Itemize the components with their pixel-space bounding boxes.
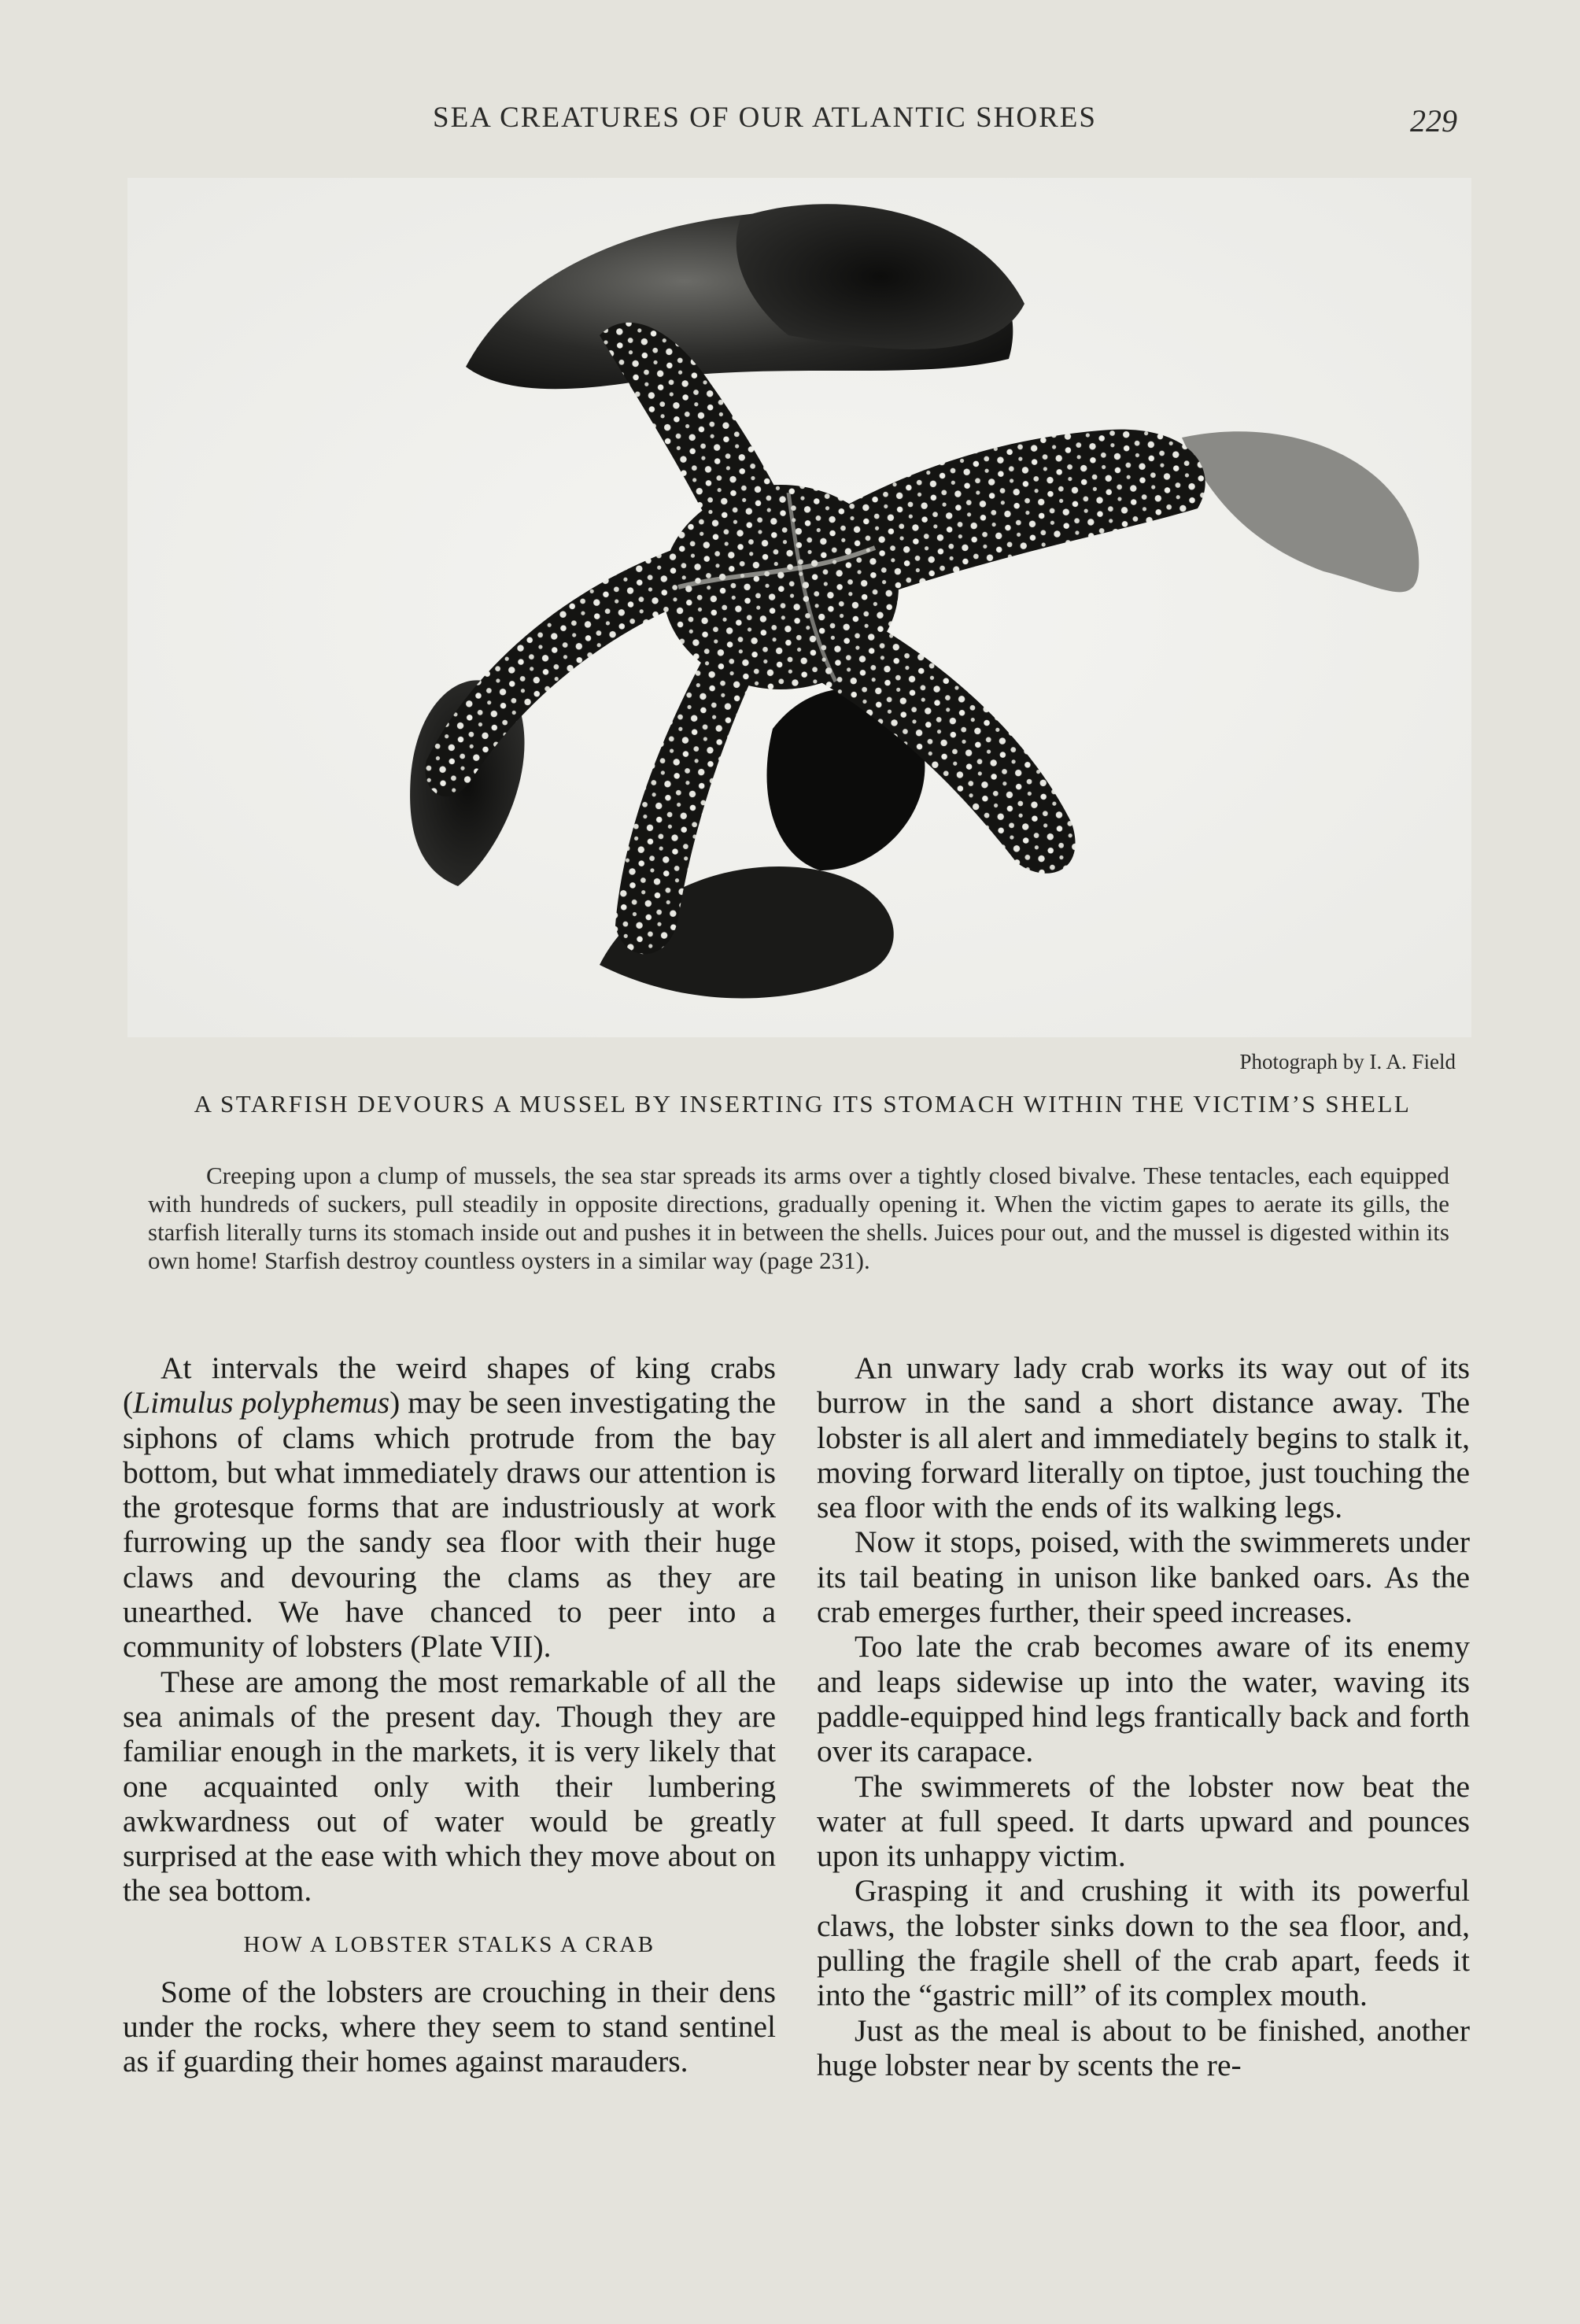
paragraph-text: ) may be seen investigating the siphons of clams which protrude from the bay bottom, but what immediately draws our attention is the grotesque forms that are industriously at work furrowing up the sandy sea floor with their huge claws and devouring the clams as they are unearthed. We have chanced to peer into a community of lobsters (Plate VII). [123, 1385, 776, 1664]
paragraph: Too late the crab becomes aware of its enemy and leaps sidewise up into the water, waving its paddle-equipped hind legs frantically back and forth over its carapace. [817, 1629, 1470, 1769]
starfish-mussel-illustration [127, 178, 1471, 1037]
starfish-photo [127, 178, 1471, 1037]
paragraph: An unwary lady crab works its way out of its burrow in the sand a short distance away. The lobster is all alert and immediately begins to stalk it, moving forward literally on tiptoe, just touching the sea floor with the ends of its walking legs. [817, 1350, 1470, 1525]
caption-body: Creeping upon a clump of mussels, the sea star spreads its arms over a tightly closed bivalve. These tentacles, each equipped with hundreds of suckers, pull steadily in opposite directions, gradually opening it. When the victim gapes to aerate its gills, the starfish literally turns its stomach inside out and pushes it in between the shells. Juices pour out, and the mussel is digested within its own home! Starfish destroy countless oysters in a similar way (page 231). [148, 1162, 1449, 1274]
photo-credit: Photograph by I. A. Field [1239, 1050, 1456, 1073]
paragraph: These are among the most remarkable of all the sea animals of the present day. Though they are familiar enough in the markets, it is very likely that one acquainted only with their lumbering awkwardness out of water would be greatly surprised at the ease with which they move about on the sea bottom. [123, 1664, 776, 1908]
paragraph [123, 1350, 776, 1664]
paragraph: Now it stops, poised, with the swimmerets under its tail beating in unison like banked oars. As the crab emerges further, their speed increases. [817, 1524, 1470, 1630]
right-column [817, 1350, 1470, 2082]
left-column [123, 1350, 776, 2079]
paragraph: Grasping it and crushing it with its powerful claws, the lobster sinks down to the sea floor, and, pulling the fragile shell of the crab apart, feeds it into the “gastric mill” of its complex mouth. [817, 1873, 1470, 2013]
paragraph-text: At intervals the weird shapes of king crabs ( [123, 1350, 776, 1421]
page-number: 229 [1410, 103, 1457, 139]
paragraph: Some of the lobsters are crouching in their dens under the rocks, where they seem to stand sentinel as if guarding their homes against marauders. [123, 1974, 776, 2079]
caption-title: A STARFISH DEVOURS A MUSSEL BY INSERTING ITS STOMACH WITHIN THE VICTIM’S SHELL [194, 1090, 1412, 1118]
paragraph: Just as the meal is about to be finished, another huge lobster near by scents the re- [817, 2012, 1470, 2082]
species-name: Limulus polyphemus [133, 1385, 390, 1421]
paragraph: The swimmerets of the lobster now beat the water at full speed. It darts upward and pounces upon its unhappy victim. [817, 1768, 1470, 1874]
section-subheading: HOW A LOBSTER STALKS A CRAB [243, 1931, 655, 1957]
running-title: SEA CREATURES OF OUR ATLANTIC SHORES [433, 102, 1097, 134]
